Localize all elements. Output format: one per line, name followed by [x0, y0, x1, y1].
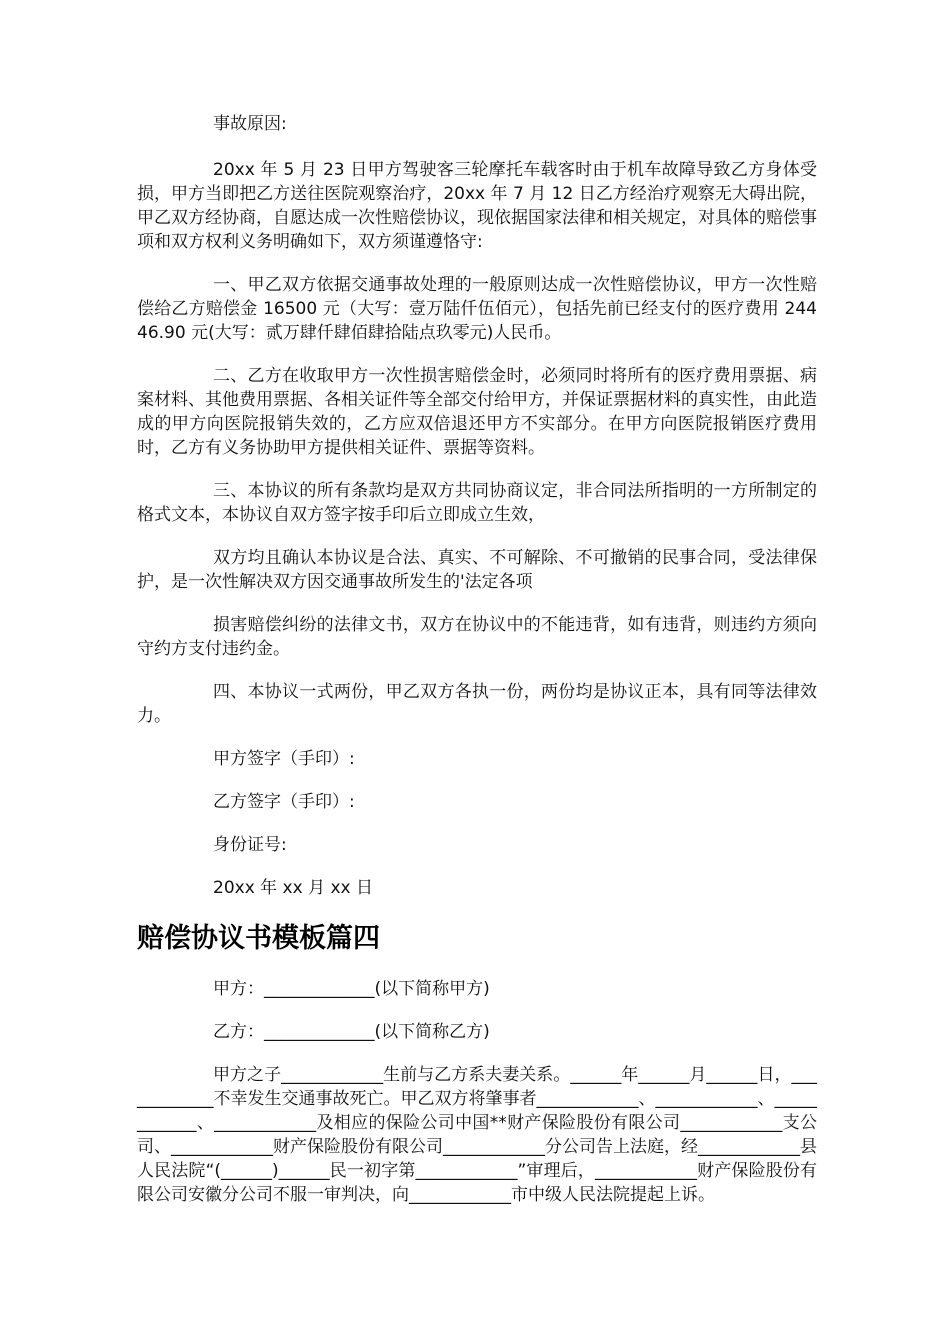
- clause-1-paragraph: 一、甲乙双方依据交通事故处理的一般原则达成一次性赔偿协议，甲方一次性赔偿给乙方赔偿金 16500 元（大写：壹万陆仟伍佰元），包括先前已经支付的医疗费用 24446.90 元(大写：贰万肆仟肆佰肆拾陆点玖零元)人民币。: [137, 275, 817, 343]
- accident-cause-label: 事故原因:: [213, 114, 287, 134]
- party-b-line: 乙方：_____________(以下简称乙方): [213, 1022, 490, 1042]
- confirm-paragraph-2: 损害赔偿纠纷的法律文书，双方在协议中的不能违背，如有违背，则违约方须向守约方支付违约金。: [137, 615, 817, 659]
- date-line: 20xx 年 xx 月 xx 日: [213, 878, 374, 898]
- document-body: [137, 112, 817, 1226]
- party-b-signature-line: 乙方签字（手印）:: [213, 792, 355, 812]
- confirm-paragraph-1: 双方均且确认本协议是合法、真实、不可解除、不可撤销的民事合同，受法律保护，是一次性解决双方因交通事故所发生的'法定各项: [137, 548, 817, 592]
- id-number-line: 身份证号:: [213, 835, 287, 855]
- section-heading: 赔偿协议书模板篇四: [137, 923, 380, 954]
- party-a-line: 甲方：_____________(以下简称甲方): [213, 979, 490, 999]
- clause-3-paragraph: 三、本协议的所有条款均是双方共同协商议定，非合同法所指明的一方所制定的格式文本，本协议自双方签字按手印后立即成立生效，: [137, 481, 817, 525]
- agreement-body-paragraph: 甲方之子____________生前与乙方系夫妻关系。______年______月______日，____________不幸发生交通事故死亡。甲乙双方将肇事者____________、____________、____________、____________及相应的保险公司中国**财产保险股份有限公司____________支公司、____________财产保险股份有限公司____________分公司告上法庭，经____________县人民法院“(______)______民一初字第____________”审理后，____________财产保险股份有限公司安徽分公司不服一审判决，向____________市中级人民法院提起上诉。: [137, 1065, 817, 1205]
- party-a-signature-line: 甲方签字（手印）:: [213, 749, 355, 769]
- clause-4-paragraph: 四、本协议一式两份，甲乙双方各执一份，两份均是协议正本，具有同等法律效力。: [137, 682, 817, 726]
- clause-2-paragraph: 二、乙方在收取甲方一次性损害赔偿金时，必须同时将所有的医疗费用票据、病案材料、其他费用票据、各相关证件等全部交付给甲方，并保证票据材料的真实性，由此造成的甲方向医院报销失效的，乙方应双倍退还甲方不实部分。在甲方向医院报销医疗费用时，乙方有义务协助甲方提供相关证件、票据等资料。: [137, 366, 817, 458]
- intro-paragraph: 20xx 年 5 月 23 日甲方驾驶客三轮摩托车载客时由于机车故障导致乙方身体受损，甲方当即把乙方送往医院观察治疗，20xx 年 7 月 12 日乙方经治疗观察无大碍出院，甲乙双方经协商，自愿达成一次性赔偿协议，现依据国家法律和相关规定，对具体的赔偿事项和双方权利义务明确如下，双方须谨遵恪守:: [137, 160, 817, 252]
